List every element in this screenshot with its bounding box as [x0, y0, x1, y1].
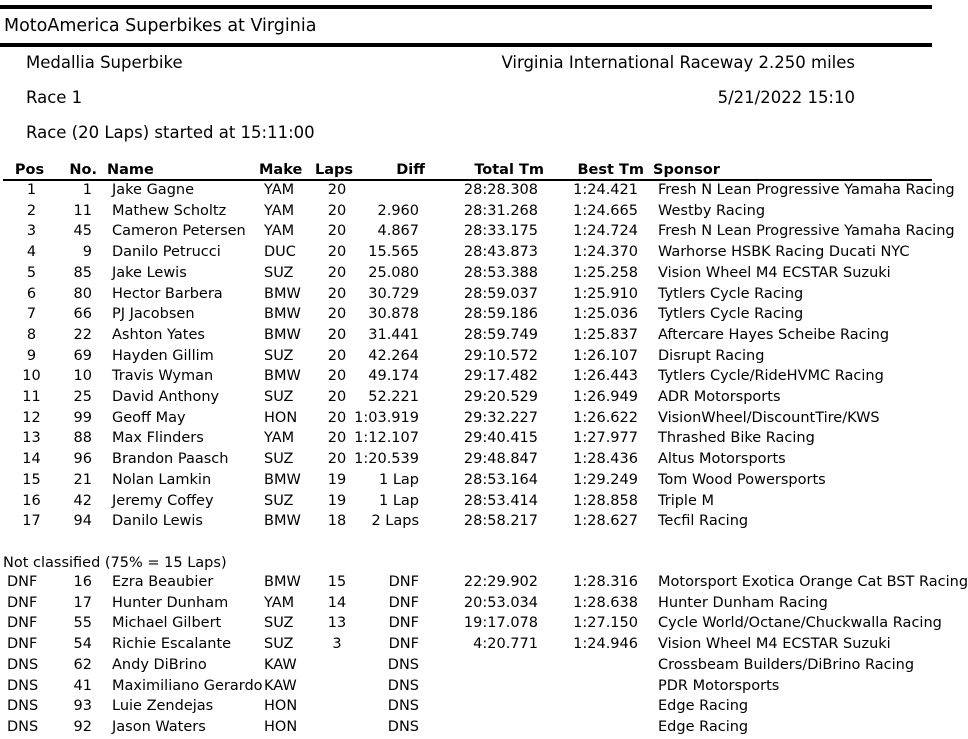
sponsor-name: Warhorse HSBK Racing Ducati NYC	[658, 244, 910, 261]
result-diff: 1:03.919	[354, 409, 419, 426]
sponsor-name: PDR Motorsports	[658, 677, 780, 694]
result-diff: 4.867	[377, 223, 419, 240]
result-laps: 20	[327, 368, 347, 385]
sponsor-name: Fresh N Lean Progressive Yamaha Racing	[658, 223, 955, 240]
header-name: Name	[107, 162, 154, 178]
title-rule	[0, 43, 932, 47]
result-number: 94	[73, 513, 92, 530]
sponsor-name: Altus Motorsports	[658, 451, 786, 468]
result-pos: 14	[22, 451, 41, 468]
rider-name: Richie Escalante	[112, 636, 232, 653]
best-time: 1:24.946	[573, 636, 638, 653]
race-datetime: 5/21/2022 15:10	[717, 88, 855, 107]
result-diff: 49.174	[368, 368, 419, 385]
sponsor-name: Cycle World/Octane/Chuckwalla Racing	[658, 615, 942, 632]
sponsor-name: Disrupt Racing	[658, 347, 765, 364]
table-row	[0, 451, 932, 471]
result-diff: DNS	[387, 718, 419, 735]
result-number: 16	[73, 574, 92, 590]
table-row	[0, 493, 932, 513]
bike-make: YAM	[264, 182, 295, 198]
bike-make: BMW	[264, 471, 301, 488]
venue: Virginia International Raceway 2.250 miles	[501, 53, 855, 72]
result-diff: DNS	[387, 698, 419, 715]
race-label: Race 1	[26, 88, 83, 107]
sponsor-name: Hunter Dunham Racing	[658, 594, 828, 611]
result-pos: DNF	[7, 636, 38, 653]
sponsor-name: Motorsport Exotica Orange Cat BST Racing	[658, 574, 968, 590]
table-row	[0, 368, 932, 388]
best-time: 1:24.421	[573, 182, 638, 198]
result-diff: 15.565	[368, 244, 419, 261]
best-time: 1:26.443	[573, 368, 638, 385]
total-time: 28:53.414	[463, 492, 538, 509]
result-number: 41	[73, 677, 92, 694]
result-pos: 16	[22, 492, 41, 509]
result-pos: DNS	[7, 698, 39, 715]
result-pos: 1	[26, 182, 37, 198]
rider-name: Luie Zendejas	[112, 698, 214, 715]
result-number: 21	[73, 471, 92, 488]
rider-name: Maximiliano Gerardo	[112, 677, 263, 694]
best-time: 1:28.316	[573, 574, 638, 590]
best-time: 1:28.858	[573, 492, 638, 509]
best-time: 1:27.977	[573, 430, 638, 447]
result-diff: DNF	[388, 594, 419, 611]
result-number: 42	[73, 492, 92, 509]
result-laps: 19	[327, 471, 347, 488]
result-diff: DNF	[388, 636, 419, 653]
table-row	[0, 223, 955, 243]
table-row	[0, 636, 932, 656]
result-laps: 14	[327, 594, 347, 611]
result-pos: 11	[22, 389, 41, 405]
sponsor-name: Triple M	[658, 492, 714, 509]
header-best-time: Best Tm	[577, 162, 644, 178]
bike-make: SUZ	[264, 615, 294, 632]
result-number: 92	[73, 718, 92, 735]
bike-make: BMW	[264, 285, 301, 302]
result-laps: 20	[327, 389, 347, 405]
best-time: 1:25.910	[573, 285, 638, 302]
table-row	[0, 472, 932, 492]
bike-make: HON	[264, 409, 298, 426]
table-row	[0, 574, 968, 594]
sponsor-name: ADR Motorsports	[658, 389, 781, 405]
table-row	[0, 327, 932, 347]
result-number: 1	[82, 182, 92, 198]
rider-name: Andy DiBrino	[112, 656, 207, 673]
result-laps: 20	[327, 306, 347, 323]
rider-name: Mathew Scholtz	[112, 202, 227, 219]
header-no: No.	[69, 162, 97, 178]
result-number: 99	[73, 409, 92, 426]
best-time: 1:25.036	[573, 306, 638, 323]
header-sponsor: Sponsor	[653, 162, 720, 178]
bike-make: BMW	[264, 368, 301, 385]
total-time: 29:10.572	[463, 347, 538, 364]
best-time: 1:24.370	[573, 244, 638, 261]
sponsor-name: Fresh N Lean Progressive Yamaha Racing	[658, 182, 955, 198]
bike-make: BMW	[264, 513, 301, 530]
result-pos: 12	[22, 409, 41, 426]
result-number: 22	[73, 326, 92, 343]
best-time: 1:27.150	[573, 615, 638, 632]
total-time: 19:17.078	[463, 615, 538, 632]
result-number: 93	[73, 698, 92, 715]
result-diff: 2 Laps	[371, 513, 419, 530]
sponsor-name: Tecfil Racing	[658, 513, 749, 530]
result-pos: 7	[26, 306, 37, 323]
sponsor-name: Tytlers Cycle/RideHVMC Racing	[658, 368, 884, 385]
sponsor-name: Westby Racing	[658, 202, 766, 219]
best-time: 1:26.107	[573, 347, 638, 364]
result-pos: DNS	[7, 656, 39, 673]
top-rule	[0, 5, 932, 9]
result-diff: DNS	[387, 677, 419, 694]
total-time: 20:53.034	[463, 594, 538, 611]
result-laps: 20	[327, 326, 347, 343]
total-time: 29:17.482	[463, 368, 538, 385]
sponsor-name: Tom Wood Powersports	[658, 471, 826, 488]
table-row	[0, 203, 932, 223]
result-number: 17	[73, 594, 92, 611]
results-header	[0, 162, 932, 180]
result-diff: DNF	[388, 615, 419, 632]
sponsor-name: Vision Wheel M4 ECSTAR Suzuki	[658, 636, 891, 653]
rider-name: Brandon Paasch	[112, 451, 229, 468]
result-laps: 20	[327, 285, 347, 302]
table-row	[0, 719, 932, 739]
result-diff: DNS	[387, 656, 419, 673]
rider-name: Hector Barbera	[112, 285, 223, 302]
bike-make: YAM	[264, 594, 295, 611]
result-pos: DNS	[7, 677, 39, 694]
best-time: 1:26.949	[573, 389, 638, 405]
table-row	[0, 595, 932, 615]
bike-make: DUC	[264, 244, 296, 261]
rider-name: Geoff May	[112, 409, 186, 426]
result-laps: 20	[327, 451, 347, 468]
table-row	[0, 430, 932, 450]
table-row	[0, 244, 932, 264]
result-laps: 19	[327, 492, 347, 509]
table-row	[0, 657, 932, 677]
result-number: 10	[73, 368, 92, 385]
best-time: 1:28.627	[573, 513, 638, 530]
result-laps: 13	[327, 615, 347, 632]
bike-make: SUZ	[264, 451, 294, 468]
result-pos: 17	[22, 513, 41, 530]
header-rule	[3, 179, 932, 181]
total-time: 28:59.037	[463, 285, 538, 302]
table-row	[0, 182, 955, 202]
result-number: 85	[73, 264, 92, 281]
result-laps: 20	[327, 347, 347, 364]
result-number: 55	[73, 615, 92, 632]
result-pos: 4	[26, 244, 37, 261]
result-laps: 20	[327, 264, 347, 281]
rider-name: Danilo Petrucci	[112, 244, 221, 261]
sponsor-name: Vision Wheel M4 ECSTAR Suzuki	[658, 264, 891, 281]
table-row	[0, 348, 932, 368]
sponsor-name: Edge Racing	[658, 718, 749, 735]
table-row	[0, 306, 932, 326]
best-time: 1:25.837	[573, 326, 638, 343]
result-laps: 20	[327, 202, 347, 219]
result-laps: 20	[327, 223, 347, 240]
total-time: 29:40.415	[463, 430, 538, 447]
rider-name: Jeremy Coffey	[112, 492, 214, 509]
result-number: 54	[73, 636, 92, 653]
sponsor-name: Tytlers Cycle Racing	[658, 285, 804, 302]
bike-make: YAM	[264, 430, 295, 447]
best-time: 1:24.665	[573, 202, 638, 219]
result-diff: 42.264	[368, 347, 419, 364]
result-number: 9	[82, 244, 92, 261]
rider-name: Michael Gilbert	[112, 615, 222, 632]
result-laps: 15	[327, 574, 347, 590]
result-laps: 20	[327, 244, 347, 261]
result-pos: 15	[22, 471, 41, 488]
result-pos: 10	[22, 368, 41, 385]
result-number: 45	[73, 223, 92, 240]
rider-name: PJ Jacobsen	[112, 306, 195, 323]
sponsor-name: Tytlers Cycle Racing	[658, 306, 804, 323]
result-number: 96	[73, 451, 92, 468]
table-row	[0, 678, 932, 698]
total-time: 28:59.749	[463, 326, 538, 343]
bike-make: BMW	[264, 326, 301, 343]
sponsor-name: Thrashed Bike Racing	[658, 430, 815, 447]
total-time: 28:28.308	[463, 182, 538, 198]
result-number: 66	[73, 306, 92, 323]
bike-make: SUZ	[264, 347, 294, 364]
result-diff: 52.221	[368, 389, 419, 405]
result-pos: 3	[26, 223, 37, 240]
best-time: 1:26.622	[573, 409, 638, 426]
result-diff: DNF	[388, 574, 419, 590]
total-time: 29:48.847	[463, 451, 538, 468]
result-diff: 30.729	[368, 285, 419, 302]
rider-name: David Anthony	[112, 389, 220, 405]
result-laps: 20	[327, 182, 347, 198]
result-number: 69	[73, 347, 92, 364]
header-diff: Diff	[396, 162, 425, 178]
result-pos: DNF	[7, 594, 38, 611]
result-number: 88	[73, 430, 92, 447]
rider-name: Travis Wyman	[112, 368, 214, 385]
total-time: 29:32.227	[463, 409, 538, 426]
bike-make: SUZ	[264, 636, 294, 653]
result-pos: 9	[26, 347, 37, 364]
header-laps: Laps	[315, 162, 354, 178]
table-row	[0, 410, 932, 430]
rider-name: Hunter Dunham	[112, 594, 229, 611]
bike-make: KAW	[264, 677, 297, 694]
total-time: 22:29.902	[463, 574, 538, 590]
result-number: 25	[73, 389, 92, 405]
rider-name: Danilo Lewis	[112, 513, 203, 530]
bike-make: SUZ	[264, 389, 294, 405]
result-diff: 31.441	[368, 326, 419, 343]
total-time: 28:53.388	[463, 264, 538, 281]
result-pos: DNF	[7, 615, 38, 632]
total-time: 4:20.771	[473, 636, 538, 653]
header-total-time: Total Tm	[474, 162, 544, 178]
table-row	[0, 513, 932, 533]
total-time: 28:43.873	[463, 244, 538, 261]
best-time: 1:28.436	[573, 451, 638, 468]
event-title: MotoAmerica Superbikes at Virginia	[4, 16, 317, 36]
result-laps: 20	[327, 430, 347, 447]
bike-make: KAW	[264, 656, 297, 673]
bike-make: BMW	[264, 574, 301, 590]
result-laps: 18	[327, 513, 347, 530]
best-time: 1:24.724	[573, 223, 638, 240]
result-diff: 25.080	[368, 264, 419, 281]
result-diff: 30.878	[368, 306, 419, 323]
total-time: 28:33.175	[463, 223, 538, 240]
result-diff: 2.960	[377, 202, 419, 219]
not-classified-label: Not classified (75% = 15 Laps)	[3, 555, 227, 571]
result-number: 62	[73, 656, 92, 673]
table-row	[0, 698, 932, 718]
rider-name: Cameron Petersen	[112, 223, 246, 240]
result-diff: 1:20.539	[354, 451, 419, 468]
bike-make: BMW	[264, 306, 301, 323]
bike-make: HON	[264, 718, 298, 735]
header-make: Make	[259, 162, 303, 178]
best-time: 1:29.249	[573, 471, 638, 488]
result-pos: 2	[26, 202, 37, 219]
sponsor-name: Edge Racing	[658, 698, 749, 715]
rider-name: Ashton Yates	[112, 326, 205, 343]
total-time: 28:58.217	[463, 513, 538, 530]
sponsor-name: Crossbeam Builders/DiBrino Racing	[658, 656, 915, 673]
result-diff: 1 Lap	[378, 471, 419, 488]
rider-name: Hayden Gillim	[112, 347, 214, 364]
total-time: 28:31.268	[463, 202, 538, 219]
rider-name: Nolan Lamkin	[112, 471, 212, 488]
header-pos: Pos	[14, 162, 45, 178]
result-number: 80	[73, 285, 92, 302]
table-row	[0, 615, 942, 635]
result-pos: 5	[26, 264, 37, 281]
result-diff: 1 Lap	[378, 492, 419, 509]
class-name: Medallia Superbike	[26, 53, 183, 72]
result-number: 11	[73, 202, 92, 219]
rider-name: Max Flinders	[112, 430, 204, 447]
result-laps: 20	[327, 409, 347, 426]
table-row	[0, 389, 932, 409]
result-laps: 3	[332, 636, 342, 653]
result-pos: 13	[22, 430, 41, 447]
result-pos: DNS	[7, 718, 39, 735]
best-time: 1:28.638	[573, 594, 638, 611]
bike-make: SUZ	[264, 264, 294, 281]
rider-name: Ezra Beaubier	[112, 574, 214, 590]
rider-name: Jake Lewis	[112, 264, 187, 281]
rider-name: Jake Gagne	[112, 182, 195, 198]
table-row	[0, 265, 932, 285]
best-time: 1:25.258	[573, 264, 638, 281]
bike-make: YAM	[264, 202, 295, 219]
result-pos: 6	[26, 285, 37, 302]
bike-make: SUZ	[264, 492, 294, 509]
start-info: Race (20 Laps) started at 15:11:00	[26, 123, 315, 142]
bike-make: YAM	[264, 223, 295, 240]
table-row	[0, 286, 932, 306]
result-pos: 8	[26, 326, 37, 343]
total-time: 29:20.529	[463, 389, 538, 405]
result-diff: 1:12.107	[354, 430, 419, 447]
sponsor-name: VisionWheel/DiscountTire/KWS	[658, 409, 880, 426]
rider-name: Jason Waters	[112, 718, 206, 735]
total-time: 28:59.186	[463, 306, 538, 323]
total-time: 28:53.164	[463, 471, 538, 488]
bike-make: HON	[264, 698, 298, 715]
result-pos: DNF	[7, 574, 38, 590]
sponsor-name: Aftercare Hayes Scheibe Racing	[658, 326, 890, 343]
